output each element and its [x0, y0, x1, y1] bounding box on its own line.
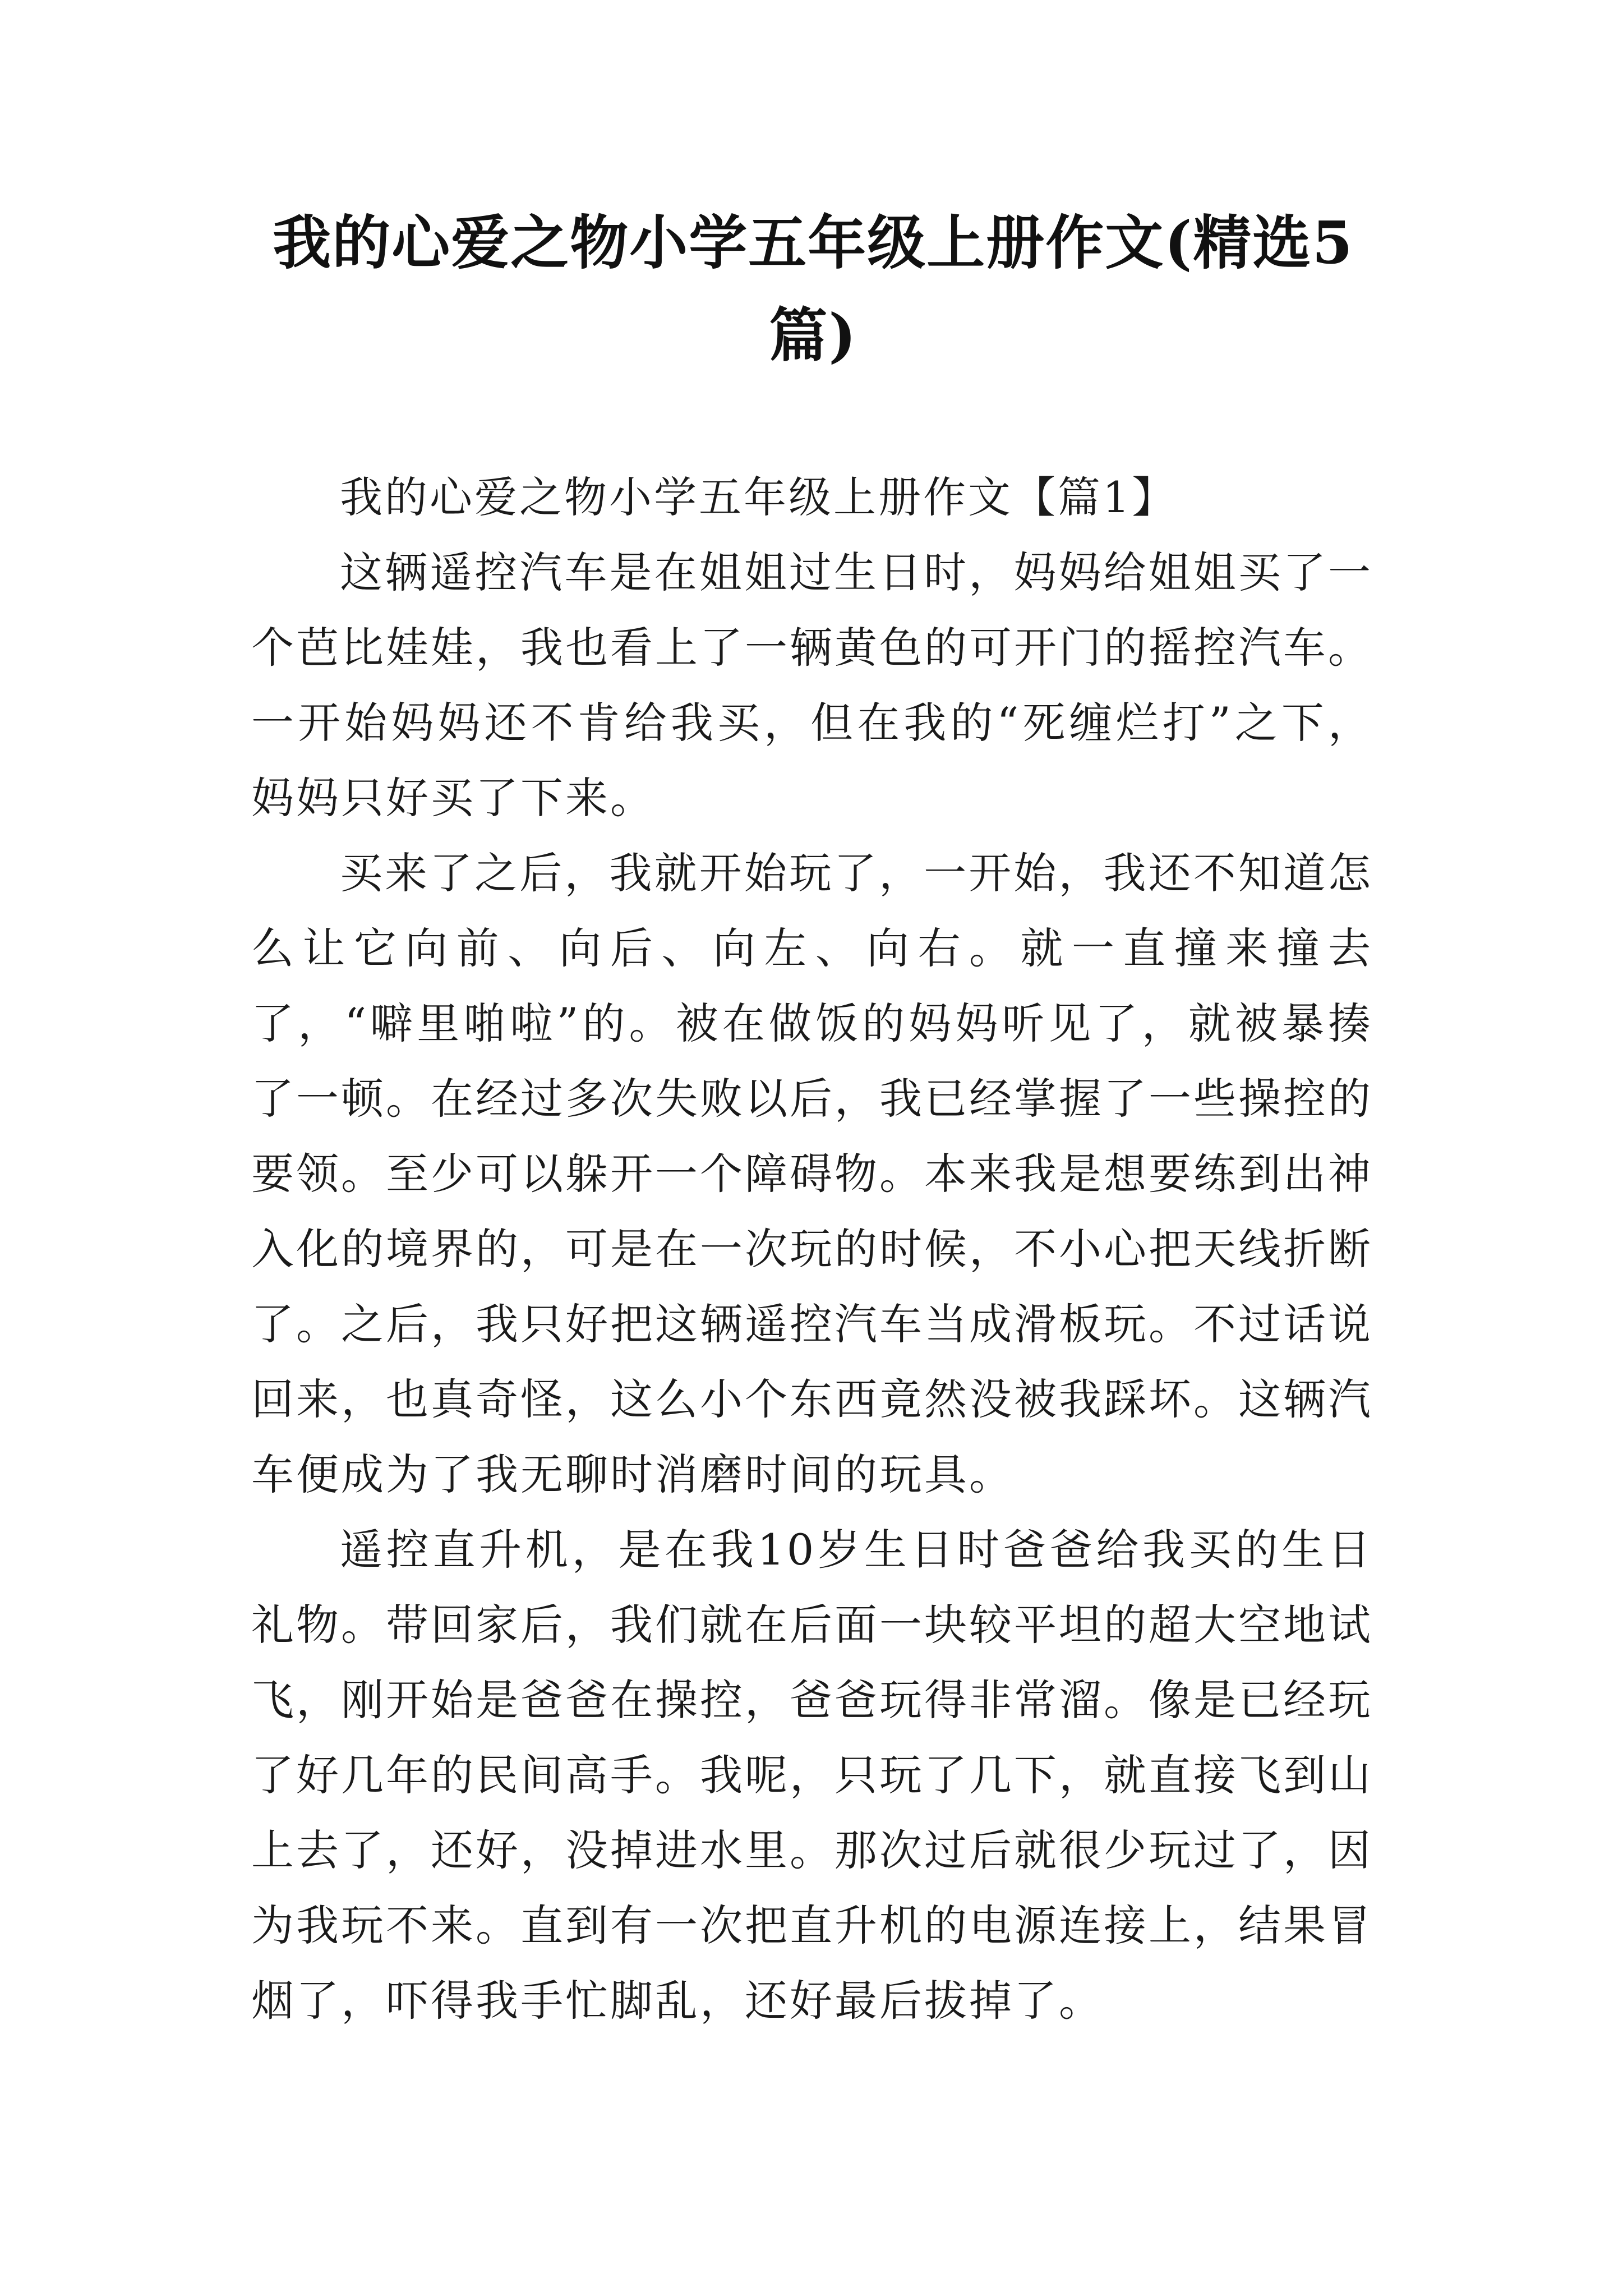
document-title: 我的心爱之物小学五年级上册作文(精选5篇) [273, 208, 1354, 370]
document-body [251, 460, 1373, 2039]
body-paragraph: 买来了之后，我就开始玩了，一开始，我还不知道怎么让它向前、向后、向左、向右。就一直撞来撞去了，“噼里啪啦”的。被在做饭的妈妈听见了，就被暴揍了一顿。在经过多次失败以后，我已经掌握了一些操控的要领。至少可以躲开一个障碍物。本来我是想要练到出神入化的境界的，可是在一次玩的时候，不小心把天线折断了。之后，我只好把这辆遥控汽车当成滑板玩。不过话说回来，也真奇怪，这么小个东西竟然没被我踩坏。这辆汽车便成为了我无聊时消磨时间的玩具。 [251, 848, 1373, 1499]
body-paragraph: 这辆遥控汽车是在姐姐过生日时，妈妈给姐姐买了一个芭比娃娃，我也看上了一辆黄色的可开门的摇控汽车。一开始妈妈还不肯给我买，但在我的“死缠烂打”之下，妈妈只好买了下来。 [251, 547, 1373, 823]
essay-subheading: 我的心爱之物小学五年级上册作文【篇1】 [340, 472, 1177, 522]
body-paragraph: 遥控直升机，是在我10岁生日时爸爸给我买的生日礼物。带回家后，我们就在后面一块较平坦的超大空地试飞，刚开始是爸爸在操控，爸爸玩得非常溜。像是已经玩了好几年的民间高手。我呢，只玩了几下，就直接飞到山上去了，还好，没掉进水里。那次过后就很少玩过了，因为我玩不来。直到有一次把直升机的电源连接上，结果冒烟了，吓得我手忙脚乱，还好最后拔掉了。 [251, 1525, 1373, 2026]
